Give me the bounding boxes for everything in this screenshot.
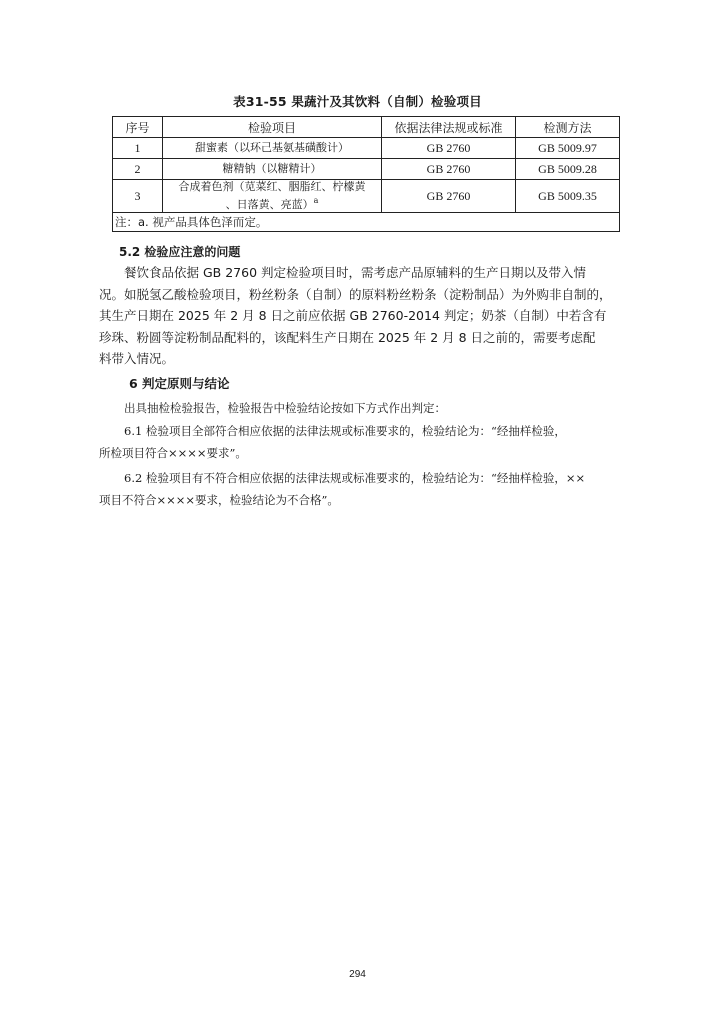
table-header-row bbox=[113, 117, 620, 138]
paragraph-line: 6.1 检验项目全部符合相应依据的法律法规或标准要求的，检验结论为：“经抽样检验， bbox=[124, 424, 566, 438]
paragraph-line: 料带入情况。 bbox=[99, 351, 175, 366]
row-item: 糖精钠（以糖精计） bbox=[163, 159, 382, 180]
header-serial-number: 序号 bbox=[113, 117, 163, 138]
clause-6-2 bbox=[99, 468, 619, 511]
table-title: 表31-55 果蔬汁及其饮料（自制）检验项目 bbox=[233, 94, 482, 109]
row-method: GB 5009.97 bbox=[516, 138, 620, 159]
row-number: 3 bbox=[113, 180, 163, 213]
header-inspection-item: 检验项目 bbox=[163, 117, 382, 138]
row-item-line1: 合成着色剂（苋菜红、胭脂红、柠檬黄 bbox=[178, 180, 366, 193]
header-legal-basis: 依据法律法规或标准 bbox=[382, 117, 516, 138]
section-5-2-heading: 5.2 检验应注意的问题 bbox=[119, 245, 241, 259]
paragraph-line: 6.2 检验项目有不符合相应依据的法律法规或标准要求的，检验结论为：“经抽样检验，×× bbox=[124, 471, 586, 485]
row-basis: GB 2760 bbox=[382, 180, 516, 213]
paragraph-line: 所检项目符合××××要求”。 bbox=[99, 445, 247, 460]
row-number: 2 bbox=[113, 159, 163, 180]
paragraph-line: 出具抽检检验报告，检验报告中检验结论按如下方式作出判定： bbox=[124, 401, 446, 415]
footnote-marker: a bbox=[313, 196, 319, 205]
row-method: GB 5009.35 bbox=[516, 180, 620, 213]
row-item: 甜蜜素（以环己基氨基磺酸计） bbox=[163, 138, 382, 159]
row-basis: GB 2760 bbox=[382, 138, 516, 159]
row-method: GB 5009.28 bbox=[516, 159, 620, 180]
header-test-method: 检测方法 bbox=[516, 117, 620, 138]
table-note: 注：a. 视产品具体色泽而定。 bbox=[113, 213, 620, 232]
paragraph-line: 珍珠、粉圆等淀粉制品配料的，该配料生产日期在 2025 年 2 月 8 日之前的，需要考虑配 bbox=[99, 329, 596, 345]
row-number: 1 bbox=[113, 138, 163, 159]
row-basis: GB 2760 bbox=[382, 159, 516, 180]
table-row bbox=[113, 138, 620, 159]
paragraph-line: 况。如脱氢乙酸检验项目，粉丝粉条（自制）的原料粉丝粉条（淀粉制品）为外购非自制的， bbox=[99, 286, 612, 302]
section-5-2-paragraph bbox=[99, 262, 619, 370]
paragraph-line: 项目不符合××××要求，检验结论为不合格”。 bbox=[99, 492, 339, 507]
row-item bbox=[163, 180, 382, 213]
section-6-intro bbox=[99, 398, 619, 420]
table-row bbox=[113, 159, 620, 180]
table-row bbox=[113, 180, 620, 213]
paragraph-line: 其生产日期在 2025 年 2 月 8 日之前应依据 GB 2760-2014 判定；奶茶（自制）中若含有 bbox=[99, 308, 607, 323]
clause-6-1 bbox=[99, 421, 619, 464]
paragraph-line: 餐饮食品依据 GB 2760 判定检验项目时，需考虑产品原辅料的生产日期以及带入情 bbox=[124, 265, 586, 280]
section-6-heading: 6 判定原则与结论 bbox=[129, 376, 230, 391]
page-number: 294 bbox=[349, 969, 366, 980]
inspection-items-table bbox=[112, 116, 620, 232]
table-note-row bbox=[113, 213, 620, 232]
row-item-line2: 、日落黄、亮蓝） bbox=[225, 198, 314, 211]
